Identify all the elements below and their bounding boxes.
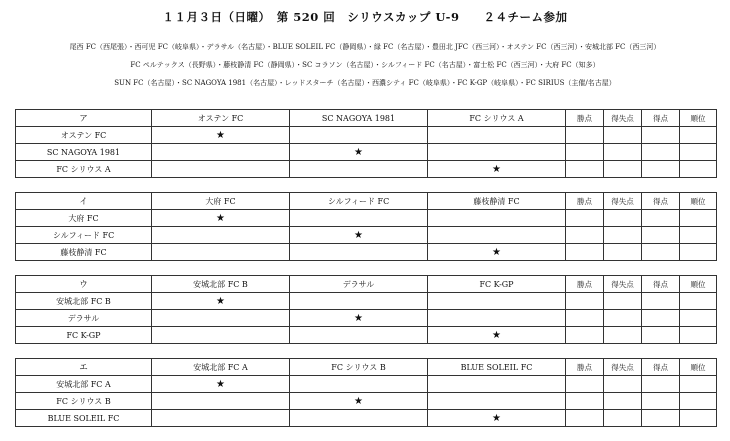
- goals-cell: [642, 410, 680, 427]
- rank-cell: [680, 310, 717, 327]
- group-table-e: [15, 358, 717, 427]
- points-cell: [566, 144, 604, 161]
- rank-cell: [680, 144, 717, 161]
- result-cell: [290, 327, 428, 344]
- table-row: [16, 127, 717, 144]
- self-match-star: ★: [152, 210, 290, 227]
- column-team-2: FC シリウス B: [290, 359, 428, 376]
- result-cell: [152, 310, 290, 327]
- group-table-a: [15, 109, 717, 178]
- participating-teams-line-2: FC ペルテックス（長野県）・藤枝静清 FC（静岡県）・SC コラソン（名古屋）・シルフィード FC（名古屋）・富士松 FC（西三河）・大府 FC（知多）: [130, 61, 600, 69]
- self-match-star: ★: [290, 144, 428, 161]
- header-goals: 得点: [642, 276, 680, 293]
- table-row: [16, 410, 717, 427]
- table-row: [16, 310, 717, 327]
- goals-cell: [642, 327, 680, 344]
- table-row: [16, 393, 717, 410]
- table-row: [16, 210, 717, 227]
- column-team-2: シルフィード FC: [290, 193, 428, 210]
- points-cell: [566, 244, 604, 261]
- goal-diff-cell: [604, 310, 642, 327]
- group-table-u: [15, 275, 717, 344]
- self-match-star: ★: [290, 310, 428, 327]
- table-row: [16, 293, 717, 310]
- participating-teams-line-3: SUN FC（名古屋）・SC NAGOYA 1981（名古屋）・レッドスターチ（名古屋）・西濃シティ FC（岐阜県）・FC K-GP（岐阜県）・FC SIRIUS（主催/名古屋）: [114, 79, 616, 87]
- goals-cell: [642, 227, 680, 244]
- header-points: 勝点: [566, 276, 604, 293]
- result-cell: [152, 161, 290, 178]
- rank-cell: [680, 293, 717, 310]
- table-row: [16, 244, 717, 261]
- goal-diff-cell: [604, 327, 642, 344]
- result-cell: [428, 393, 566, 410]
- points-cell: [566, 327, 604, 344]
- goal-diff-cell: [604, 244, 642, 261]
- group-header-row: [16, 359, 717, 376]
- header-rank: 順位: [680, 193, 717, 210]
- result-cell: [290, 293, 428, 310]
- rank-cell: [680, 393, 717, 410]
- header-goals: 得点: [642, 193, 680, 210]
- group-header-row: [16, 110, 717, 127]
- row-team-3: FC シリウス A: [16, 161, 152, 178]
- goals-cell: [642, 210, 680, 227]
- result-cell: [152, 410, 290, 427]
- self-match-star: ★: [428, 327, 566, 344]
- points-cell: [566, 227, 604, 244]
- participating-teams-line-1: 尾西 FC（西尾張）・西可児 FC（岐阜県）・デラサル（名古屋）・BLUE SOLEIL FC（静岡県）・緑 FC（名古屋）・豊田北 JFC（西三河）・オステン FC（西三河）・安城北部 FC（西三河）: [69, 43, 661, 51]
- rank-cell: [680, 244, 717, 261]
- goals-cell: [642, 127, 680, 144]
- header-goal-diff: 得失点: [604, 193, 642, 210]
- points-cell: [566, 410, 604, 427]
- row-team-3: BLUE SOLEIL FC: [16, 410, 152, 427]
- table-row: [16, 144, 717, 161]
- group-header-row: [16, 193, 717, 210]
- goal-diff-cell: [604, 210, 642, 227]
- group-header-row: [16, 276, 717, 293]
- column-team-3: 藤枝静清 FC: [428, 193, 566, 210]
- row-team-2: デラサル: [16, 310, 152, 327]
- result-cell: [290, 376, 428, 393]
- goals-cell: [642, 393, 680, 410]
- goals-cell: [642, 244, 680, 261]
- self-match-star: ★: [428, 244, 566, 261]
- group-name: ア: [16, 110, 152, 127]
- row-team-2: FC シリウス B: [16, 393, 152, 410]
- row-team-3: FC K-GP: [16, 327, 152, 344]
- header-points: 勝点: [566, 193, 604, 210]
- goal-diff-cell: [604, 227, 642, 244]
- column-team-1: 大府 FC: [152, 193, 290, 210]
- points-cell: [566, 293, 604, 310]
- self-match-star: ★: [428, 161, 566, 178]
- self-match-star: ★: [290, 227, 428, 244]
- result-cell: [428, 144, 566, 161]
- row-team-2: シルフィード FC: [16, 227, 152, 244]
- points-cell: [566, 393, 604, 410]
- column-team-3: FC K-GP: [428, 276, 566, 293]
- goals-cell: [642, 161, 680, 178]
- goal-diff-cell: [604, 161, 642, 178]
- result-cell: [428, 293, 566, 310]
- row-team-1: 安城北部 FC B: [16, 293, 152, 310]
- group-name: エ: [16, 359, 152, 376]
- header-goals: 得点: [642, 110, 680, 127]
- result-cell: [152, 227, 290, 244]
- header-points: 勝点: [566, 110, 604, 127]
- rank-cell: [680, 210, 717, 227]
- goal-diff-cell: [604, 393, 642, 410]
- self-match-star: ★: [428, 410, 566, 427]
- rank-cell: [680, 127, 717, 144]
- column-team-3: FC シリウス A: [428, 110, 566, 127]
- header-goal-diff: 得失点: [604, 359, 642, 376]
- goal-diff-cell: [604, 293, 642, 310]
- points-cell: [566, 310, 604, 327]
- row-team-3: 藤枝静清 FC: [16, 244, 152, 261]
- result-cell: [290, 161, 428, 178]
- column-team-1: 安城北部 FC A: [152, 359, 290, 376]
- page-title: １１月３日（日曜） 第 520 回 シリウスカップ U-9 ２４チーム参加: [162, 10, 568, 24]
- header-rank: 順位: [680, 359, 717, 376]
- group-name: イ: [16, 193, 152, 210]
- rank-cell: [680, 227, 717, 244]
- points-cell: [566, 127, 604, 144]
- goals-cell: [642, 376, 680, 393]
- goal-diff-cell: [604, 127, 642, 144]
- self-match-star: ★: [290, 393, 428, 410]
- self-match-star: ★: [152, 127, 290, 144]
- column-team-1: オステン FC: [152, 110, 290, 127]
- column-team-2: デラサル: [290, 276, 428, 293]
- points-cell: [566, 376, 604, 393]
- table-row: [16, 376, 717, 393]
- row-team-1: オステン FC: [16, 127, 152, 144]
- result-cell: [152, 393, 290, 410]
- goal-diff-cell: [604, 376, 642, 393]
- goals-cell: [642, 310, 680, 327]
- result-cell: [428, 127, 566, 144]
- goal-diff-cell: [604, 410, 642, 427]
- result-cell: [290, 410, 428, 427]
- goals-cell: [642, 293, 680, 310]
- result-cell: [152, 327, 290, 344]
- row-team-1: 安城北部 FC A: [16, 376, 152, 393]
- row-team-2: SC NAGOYA 1981: [16, 144, 152, 161]
- column-team-1: 安城北部 FC B: [152, 276, 290, 293]
- header-goal-diff: 得失点: [604, 276, 642, 293]
- header-points: 勝点: [566, 359, 604, 376]
- result-cell: [290, 244, 428, 261]
- header-goals: 得点: [642, 359, 680, 376]
- points-cell: [566, 161, 604, 178]
- self-match-star: ★: [152, 293, 290, 310]
- result-cell: [428, 310, 566, 327]
- result-cell: [152, 144, 290, 161]
- rank-cell: [680, 161, 717, 178]
- goals-cell: [642, 144, 680, 161]
- rank-cell: [680, 327, 717, 344]
- table-row: [16, 227, 717, 244]
- table-row: [16, 327, 717, 344]
- points-cell: [566, 210, 604, 227]
- header-rank: 順位: [680, 110, 717, 127]
- result-cell: [428, 227, 566, 244]
- column-team-3: BLUE SOLEIL FC: [428, 359, 566, 376]
- header-goal-diff: 得失点: [604, 110, 642, 127]
- self-match-star: ★: [152, 376, 290, 393]
- group-table-i: [15, 192, 717, 261]
- result-cell: [152, 244, 290, 261]
- header-rank: 順位: [680, 276, 717, 293]
- rank-cell: [680, 376, 717, 393]
- column-team-2: SC NAGOYA 1981: [290, 110, 428, 127]
- result-cell: [428, 376, 566, 393]
- result-cell: [428, 210, 566, 227]
- goal-diff-cell: [604, 144, 642, 161]
- result-cell: [290, 210, 428, 227]
- result-cell: [290, 127, 428, 144]
- group-name: ウ: [16, 276, 152, 293]
- row-team-1: 大府 FC: [16, 210, 152, 227]
- rank-cell: [680, 410, 717, 427]
- table-row: [16, 161, 717, 178]
